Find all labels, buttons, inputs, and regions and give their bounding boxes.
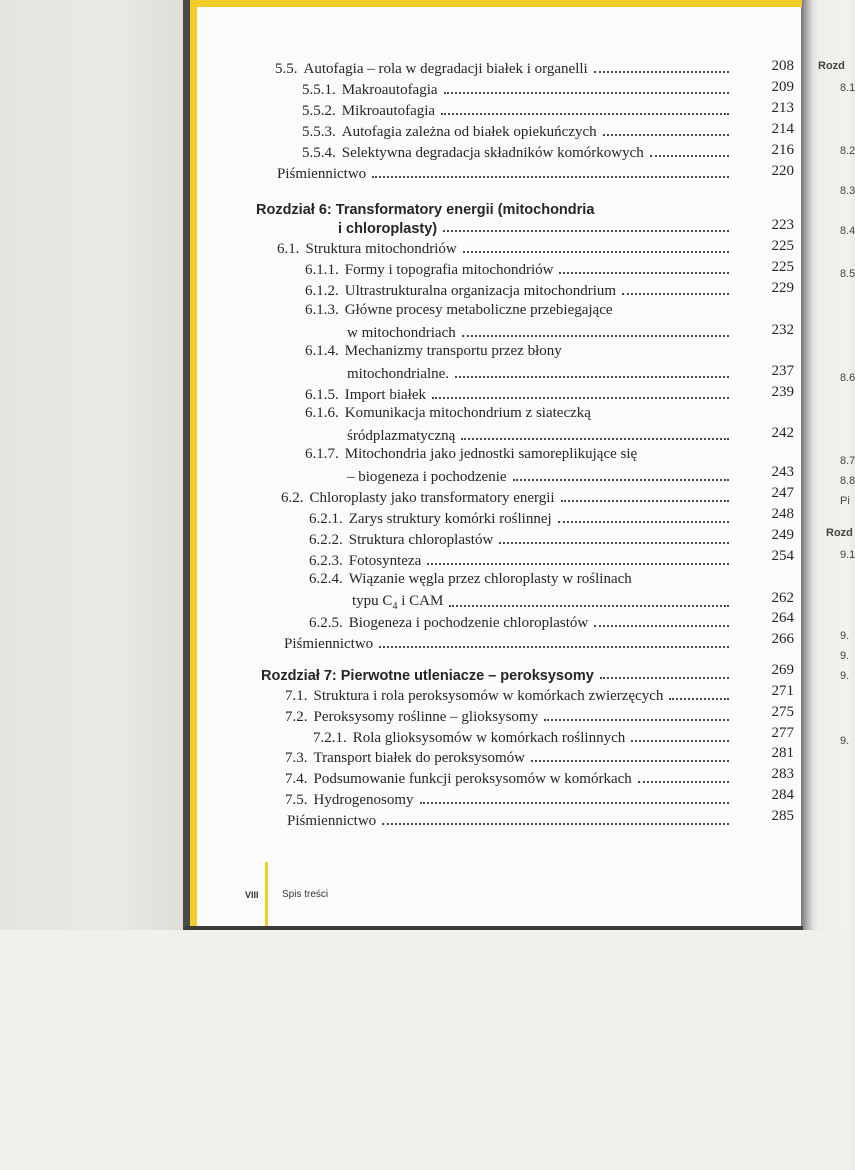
toc-entry-title-continuation (352, 593, 443, 612)
toc-entry-number: 7.4. (285, 771, 308, 787)
adjacent-fragment: 9. (840, 735, 850, 747)
leader-dots (531, 759, 729, 762)
subscript: 4 (392, 601, 398, 612)
leader-dots (544, 718, 729, 721)
toc-entry-number: 6.1.2. (305, 283, 339, 299)
leader-dots (669, 697, 729, 700)
toc-entry-title: Piśmiennictwo (287, 813, 377, 829)
toc-entry-number: 5.5. (275, 61, 298, 77)
toc-page-number: 266 (771, 631, 794, 647)
toc-page-number: 220 (771, 163, 794, 179)
toc-entry-title: Fotosynteza (348, 553, 422, 569)
toc-entry-number: 6.1.6. (305, 405, 339, 421)
toc-entry-number: 7.2.1. (313, 730, 347, 746)
toc-entry-number: 7.2. (285, 709, 308, 725)
adjacent-fragment: 8.3 (840, 185, 855, 197)
toc-entry-number: 6.2.4. (309, 571, 343, 587)
toc-page-number: 243 (771, 464, 794, 480)
toc-entry-title: Selektywna degradacja składników komórkowych (341, 145, 644, 161)
toc-entry-number: 7.3. (285, 750, 308, 766)
toc-entry-title-continuation: w mitochondriach (347, 325, 456, 341)
toc-entry-first-line[interactable] (305, 302, 613, 319)
toc-entry[interactable] (309, 508, 735, 528)
toc-page-number: 248 (771, 506, 794, 522)
facing-page-area (0, 0, 190, 930)
toc-entry[interactable] (313, 727, 735, 747)
toc-entry-number: 5.5.1. (302, 82, 336, 98)
toc-page-number: 264 (771, 610, 794, 626)
adjacent-fragment: 9. (840, 630, 850, 642)
toc-page-number: 216 (771, 142, 794, 158)
toc-entry-number: 6.1. (277, 241, 300, 257)
adjacent-fragment: 9.1 (840, 549, 855, 561)
text-part: typu C (352, 593, 393, 609)
leader-dots (379, 645, 729, 648)
toc-entry[interactable] (285, 706, 735, 726)
toc-entry-title: Chloroplasty jako transformatory energii (309, 490, 555, 506)
toc-entry-title: Import białek (344, 387, 426, 403)
leader-dots (372, 175, 729, 178)
toc-entry[interactable] (347, 363, 735, 383)
toc-entry-number: 6.2.2. (309, 532, 343, 548)
toc-entry-number: 6.1.3. (305, 302, 339, 318)
toc-entry[interactable] (352, 592, 735, 612)
adjacent-fragment: 8.8 (840, 475, 855, 487)
toc-page-number: 277 (771, 725, 794, 741)
leader-dots (622, 292, 729, 295)
leader-dots (638, 780, 729, 783)
leader-dots (427, 562, 729, 565)
chapter-heading-continuation: i chloroplasty) (338, 221, 438, 237)
chapter-heading: Rozdział 7: Pierwotne utleniacze – peroksysomy (261, 668, 594, 684)
page-gutter-shadow (800, 0, 814, 930)
toc-entry-title: Mitochondria jako jednostki samoreplikujące się (344, 446, 638, 462)
toc-entry-number: 7.5. (285, 792, 308, 808)
toc-entry[interactable] (285, 768, 735, 788)
toc-entry[interactable] (305, 280, 735, 300)
toc-entry-first-line[interactable] (305, 343, 562, 360)
toc-page-number: 237 (771, 363, 794, 379)
leader-dots (561, 499, 729, 502)
adjacent-fragment: Rozd (818, 60, 845, 72)
toc-entry[interactable] (347, 466, 735, 486)
toc-entry[interactable] (305, 384, 735, 404)
adjacent-fragment: 8.2 (840, 145, 855, 157)
adjacent-fragment: 9. (840, 670, 850, 682)
toc-entry-title: Mechanizmy transportu przez błony (344, 343, 562, 359)
toc-entry-number: 6.1.5. (305, 387, 339, 403)
toc-entry-number: 6.2.1. (309, 511, 343, 527)
toc-entry-title: Makroautofagia (341, 82, 438, 98)
toc-page-number: 242 (771, 425, 794, 441)
toc-entry[interactable] (277, 238, 735, 258)
toc-entry-title: Peroksysomy roślinne – glioksysomy (313, 709, 539, 725)
toc-entry[interactable] (305, 259, 735, 279)
toc-entry[interactable] (347, 425, 735, 445)
toc-entry-first-line[interactable] (309, 571, 632, 588)
toc-page-number: 223 (771, 217, 794, 233)
toc-entry-title: Ultrastrukturalna organizacja mitochondrium (344, 283, 617, 299)
footer-section-title: Spis treści (282, 889, 329, 900)
toc-page-number: 275 (771, 704, 794, 720)
toc-entry-first-line[interactable] (305, 446, 637, 463)
toc-entry-title: Zarys struktury komórki roślinnej (348, 511, 552, 527)
toc-page-number: 285 (771, 808, 794, 824)
adjacent-fragment: 9. (840, 650, 850, 662)
toc-entry[interactable] (309, 612, 735, 632)
toc-page-number: 283 (771, 766, 794, 782)
toc-entry-title: Formy i topografia mitochondriów (344, 262, 554, 278)
toc-entry-title: Autofagia – rola w degradacji białek i organelli (303, 61, 588, 77)
leader-dots (461, 437, 729, 440)
toc-entry-number: 6.1.1. (305, 262, 339, 278)
toc-entry-number: 5.5.4. (302, 145, 336, 161)
toc-entry[interactable] (287, 810, 735, 830)
toc-entry[interactable] (302, 121, 735, 141)
page-bottom-edge (185, 926, 803, 930)
toc-entry[interactable] (285, 789, 735, 809)
adjacent-fragment: 8.1 (840, 82, 855, 94)
toc-page-number: 284 (771, 787, 794, 803)
leader-dots (631, 739, 729, 742)
leader-dots (603, 133, 729, 136)
toc-entry-title: Struktura i rola peroksysomów w komórkach zwierzęcych (313, 688, 664, 704)
leader-dots (420, 801, 730, 804)
leader-dots (594, 624, 729, 627)
toc-entry-number: 5.5.2. (302, 103, 336, 119)
footer-accent-bar (265, 862, 268, 926)
toc-page-number: 214 (771, 121, 794, 137)
toc-page-number: 281 (771, 745, 794, 761)
toc-entry-title: Struktura mitochondriów (305, 241, 457, 257)
toc-page-number: 262 (771, 590, 794, 606)
adjacent-fragment: 8.6 (840, 372, 855, 384)
toc-entry-title: Mikroautofagia (341, 103, 436, 119)
toc-entry[interactable] (309, 529, 735, 549)
toc-entry[interactable] (302, 79, 735, 99)
toc-entry[interactable] (285, 685, 735, 705)
toc-page-number: 225 (771, 259, 794, 275)
toc-entry-title: Autofagia zależna od białek opiekuńczych (341, 124, 597, 140)
toc-entry[interactable] (347, 322, 735, 342)
adjacent-fragment: Rozd (826, 527, 853, 539)
leader-dots (513, 478, 729, 481)
leader-dots (444, 91, 729, 94)
toc-entry[interactable] (261, 664, 735, 684)
toc-entry[interactable] (309, 550, 735, 570)
accent-border-top (190, 0, 802, 7)
toc-entry-number: 6.1.4. (305, 343, 339, 359)
leader-dots (382, 822, 729, 825)
toc-page-number: 239 (771, 384, 794, 400)
toc-entry-title: Podsumowanie funkcji peroksysomów w komórkach (313, 771, 632, 787)
toc-entry[interactable] (302, 142, 735, 162)
toc-entry-title: Piśmiennictwo (284, 636, 374, 652)
toc-entry-number: 7.1. (285, 688, 308, 704)
toc-entry-title: Hydrogenosomy (313, 792, 414, 808)
toc-page-number: 213 (771, 100, 794, 116)
toc-page-number: 225 (771, 238, 794, 254)
toc-page-number: 247 (771, 485, 794, 501)
toc-entry-number: 6.2. (281, 490, 304, 506)
adjacent-fragment: 8.4 (840, 225, 855, 237)
leader-dots (558, 520, 729, 523)
toc-page-number: 209 (771, 79, 794, 95)
toc-entry-title-continuation: mitochondrialne. (347, 366, 450, 382)
chapter-heading[interactable]: Rozdział 6: Transformatory energii (mitochondria (256, 202, 595, 218)
footer-page-number: VIII (245, 890, 259, 900)
toc-page-number: 254 (771, 548, 794, 564)
toc-entry-title: Biogeneza i pochodzenie chloroplastów (348, 615, 589, 631)
toc-entry[interactable] (285, 747, 735, 767)
toc-entry-number: 5.5.3. (302, 124, 336, 140)
toc-entry-title: Struktura chloroplastów (348, 532, 494, 548)
leader-dots (441, 112, 729, 115)
toc-entry[interactable] (302, 100, 735, 120)
leader-dots (559, 271, 729, 274)
toc-page-number: 232 (771, 322, 794, 338)
toc-entry-title: Rola glioksysomów w komórkach roślinnych (352, 730, 626, 746)
adjacent-fragment: 8.5 (840, 268, 855, 280)
leader-dots (650, 154, 729, 157)
leader-dots (443, 229, 729, 232)
leader-dots (432, 396, 729, 399)
leader-dots (594, 70, 729, 73)
toc-entry-number: 6.2.5. (309, 615, 343, 631)
toc-entry-number: 6.1.7. (305, 446, 339, 462)
leader-dots (455, 375, 729, 378)
toc-page-number: 229 (771, 280, 794, 296)
toc-entry[interactable] (277, 163, 735, 183)
toc-page-number: 269 (771, 662, 794, 678)
toc-entry-title: Piśmiennictwo (277, 166, 367, 182)
leader-dots (499, 541, 729, 544)
toc-entry[interactable] (284, 633, 735, 653)
toc-page-number: 271 (771, 683, 794, 699)
toc-entry-title: Wiązanie węgla przez chloroplasty w roślinach (348, 571, 632, 587)
toc-page-number: 249 (771, 527, 794, 543)
accent-border-left (190, 0, 197, 930)
adjacent-fragment: Pi (840, 495, 850, 507)
leader-dots (463, 250, 729, 253)
leader-dots (600, 676, 729, 679)
toc-entry[interactable] (338, 217, 735, 237)
toc-entry-title-continuation: – biogeneza i pochodzenie (347, 469, 507, 485)
toc-entry-title: Główne procesy metaboliczne przebiegające (344, 302, 613, 318)
toc-entry-title-continuation: śródplazmatyczną (347, 428, 456, 444)
leader-dots (462, 334, 729, 337)
toc-entry[interactable] (281, 487, 735, 507)
toc-page-number: 208 (771, 58, 794, 74)
toc-entry-title: Transport białek do peroksysomów (313, 750, 526, 766)
toc-entry[interactable] (275, 58, 735, 78)
leader-dots (449, 604, 729, 607)
toc-entry-number: 6.2.3. (309, 553, 343, 569)
scanner-background (0, 930, 850, 1170)
adjacent-fragment: 8.7 (840, 455, 855, 467)
toc-entry-title: Komunikacja mitochondrium z siateczką (344, 405, 591, 421)
toc-entry-first-line[interactable] (305, 405, 591, 422)
text-part: i CAM (397, 593, 444, 609)
